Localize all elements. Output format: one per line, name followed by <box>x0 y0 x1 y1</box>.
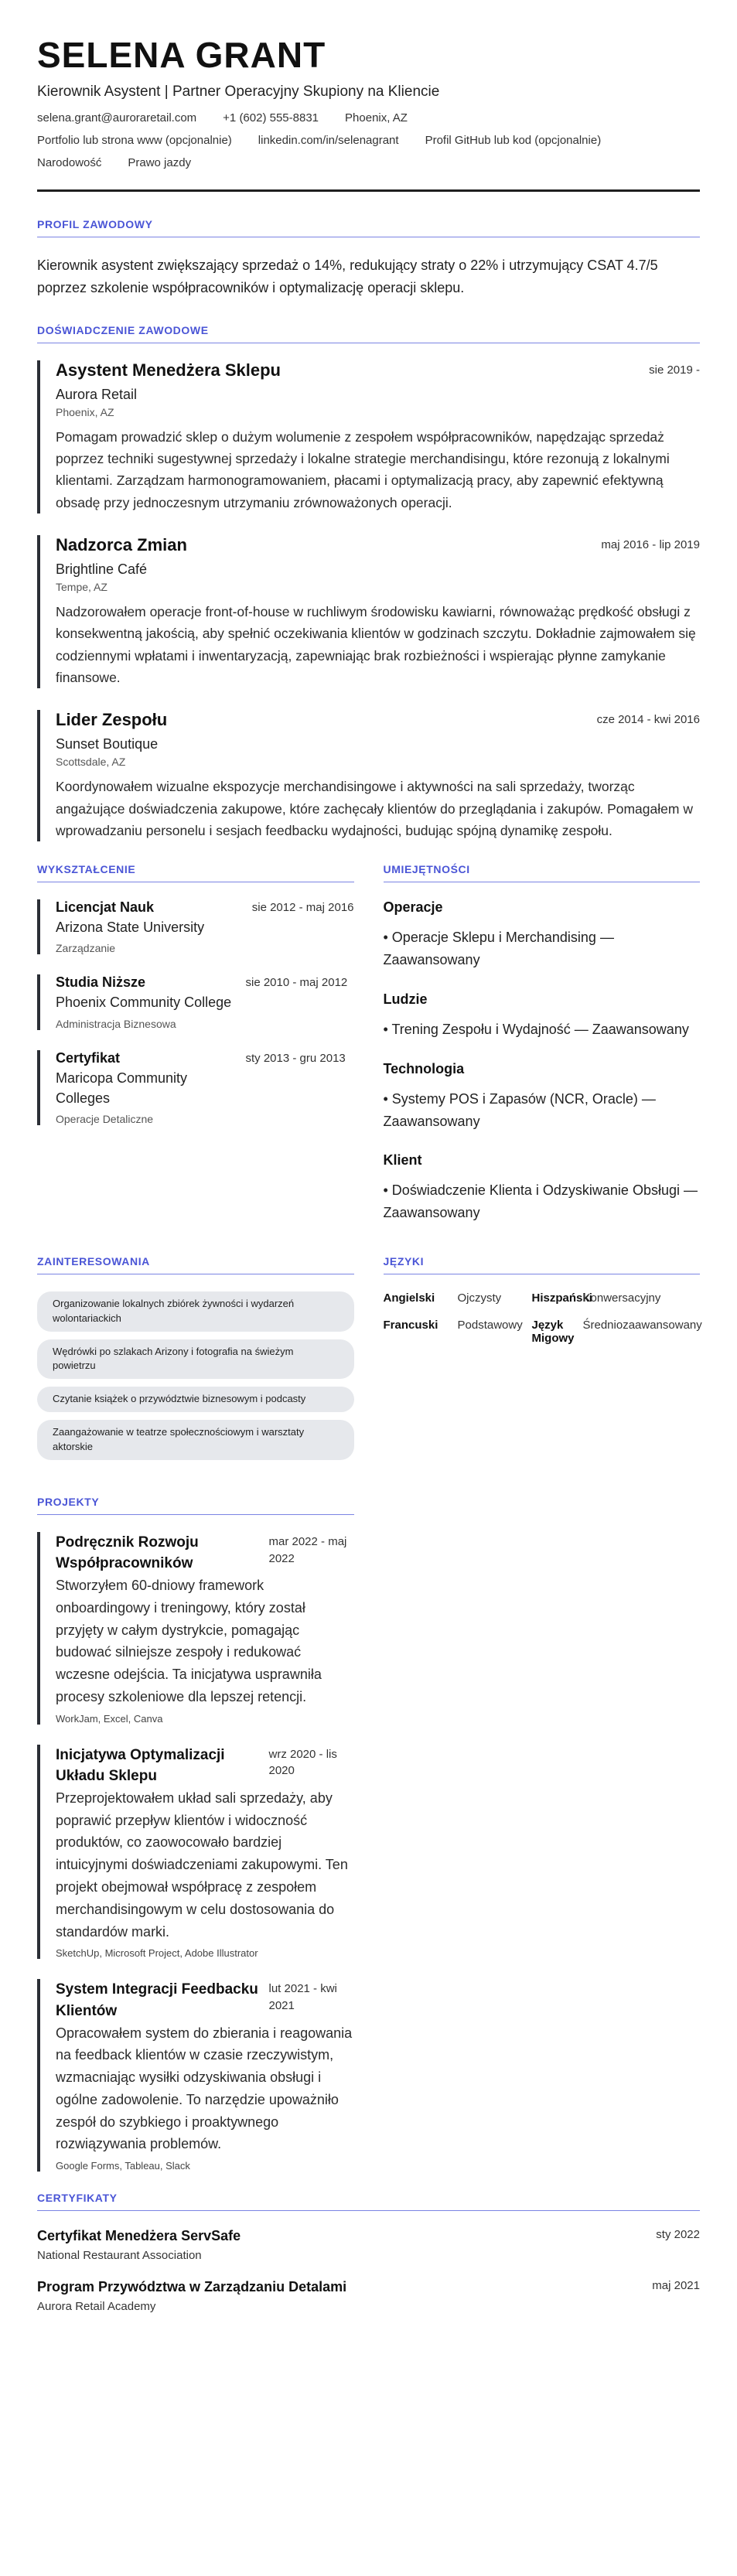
skill-item: • Trening Zespołu i Wydajność — Zaawansowany <box>383 1021 689 1037</box>
project-title: Podręcznik Rozwoju Współpracowników <box>56 1534 199 1572</box>
interests-column <box>37 1255 354 1468</box>
project-description: Stworzyłem 60-dniowy framework onboardingowy i treningowy, który został przyjęty w całym dystrykcie, pomagając budować silniejsze zespoły i redukować wczesne odejścia. Ta inicjatywa usprawniła procesy szkoleniowe dla lepszej retencji. <box>56 1577 322 1704</box>
project-date: wrz 2020 - lis 2020 <box>268 1747 337 1778</box>
summary-section-title: PROFIL ZAWODOWY <box>37 218 700 237</box>
project-item <box>37 1979 354 2172</box>
language-name: Angielski <box>383 1291 435 1305</box>
job-location: Phoenix, AZ <box>56 405 114 418</box>
certification-name: Certyfikat Menedżera ServSafe <box>37 2228 241 2244</box>
education-main <box>56 899 204 937</box>
education-degree: Licencjat Nauk <box>56 899 155 916</box>
interests-languages-row <box>37 1255 700 1468</box>
email-link[interactable]: selena.grant@auroraretail.com <box>37 111 197 125</box>
language-level: Średniozaawansowany <box>582 1318 702 1332</box>
interest-pill: Organizowanie lokalnych zbiórek żywności i wydarzeń wolontariackich <box>37 1291 354 1332</box>
skill-item: • Systemy POS i Zapasów (NCR, Oracle) — Zaawansowany <box>383 1090 656 1129</box>
education-skills-row <box>37 863 700 1244</box>
skill-category: Klient <box>383 1152 422 1169</box>
education-field: Zarządzanie <box>56 942 116 955</box>
project-title: Inicjatywa Optymalizacji Układu Sklepu <box>56 1746 225 1785</box>
job-location: Tempe, AZ <box>56 580 107 593</box>
education-section-title: WYKSZTAŁCENIE <box>37 863 354 882</box>
certification-name: Program Przywództwa w Zarządzaniu Detalami <box>37 2279 347 2295</box>
education-date: sie 2012 - maj 2016 <box>251 901 354 915</box>
education-item <box>37 1050 354 1125</box>
job-title: Nadzorca Zmian <box>56 534 187 554</box>
project-tech: WorkJam, Excel, Canva <box>56 1712 163 1725</box>
experience-item <box>37 360 700 513</box>
contact-row-extra <box>37 156 700 169</box>
certifications-section <box>37 2192 700 2313</box>
candidate-name: SELENA GRANT <box>37 35 326 75</box>
project-tech: Google Forms, Tableau, Slack <box>56 2160 190 2172</box>
projects-column <box>37 1496 354 2172</box>
language-name: Francuski <box>383 1318 438 1332</box>
education-item <box>37 974 354 1029</box>
job-company: Brightline Café <box>56 561 148 577</box>
language-level: Podstawowy <box>457 1318 523 1332</box>
skills-section-title: UMIEJĘTNOŚCI <box>384 863 701 882</box>
job-title: Lider Zespołu <box>56 710 168 730</box>
location: Phoenix, AZ <box>345 111 408 125</box>
skills-column <box>384 863 701 1244</box>
project-item <box>37 1532 354 1725</box>
education-main <box>56 1050 238 1108</box>
certifications-section-title: CERTYFIKATY <box>37 2192 700 2211</box>
job-description: Nadzorowałem operacje front-of-house w ruchliwym środowisku kawiarni, równoważąc prędkość obsługi z konsekwentną jakością, aby spełnić oczekiwania klientów w godzinach szczytu. Dokładnie zajmowałem się codziennymi wpłatami i inwentaryzacją, zapewniając brak rozbieżności i wspierając płynne zamykanie finansowe. <box>56 603 696 685</box>
project-tech: SketchUp, Microsoft Project, Adobe Illustrator <box>56 1947 258 1960</box>
certification-date: sty 2022 <box>656 2228 700 2242</box>
languages-column <box>384 1255 701 1468</box>
interest-pill: Zaangażowanie w teatrze społecznościowym i warsztaty aktorskie <box>37 1420 354 1460</box>
experience-item <box>37 535 700 688</box>
skill-category: Operacje <box>383 899 443 916</box>
github-link[interactable]: Profil GitHub lub kod (opcjonalnie) <box>425 134 602 147</box>
interest-pill: Czytanie książek o przywództwie biznesowym i podcasty <box>37 1387 354 1412</box>
language-name: Hiszpański <box>531 1291 592 1305</box>
nationality: Narodowość <box>37 156 102 169</box>
project-date: mar 2022 - maj 2022 <box>268 1534 347 1565</box>
skill-item: • Doświadczenie Klienta i Odzyskiwanie Obsługi — Zaawansowany <box>383 1182 698 1221</box>
education-main <box>56 974 231 1012</box>
education-field: Operacje Detaliczne <box>56 1112 154 1125</box>
contact-row-links <box>37 134 700 147</box>
project-title: System Integracji Feedbacku Klientów <box>56 1981 258 2019</box>
education-degree: Studia Niższe <box>56 974 146 991</box>
driving-license: Prawo jazdy <box>128 156 192 169</box>
project-description: Przeprojektowałem układ sali sprzedaży, aby poprawić przepływ klientów i widoczność produktów, co zaowocowało bardziej intuicyjnymi doświadczeniami zakupowymi. Ten projekt obejmował współpracę z zespołem merchandisingowym w celu dostosowania do standardów marki. <box>56 1790 348 1940</box>
summary-text: Kierownik asystent zwiększający sprzedaż o 14%, redukujący straty o 22% i utrzymujący CSAT 4.7/5 poprzez szkolenie współpracowników i optymalizację operacji sklepu. <box>37 258 658 295</box>
skill-category: Ludzie <box>383 991 428 1007</box>
certification-item <box>37 2279 700 2313</box>
contact-row-primary <box>37 111 700 125</box>
linkedin-link[interactable]: linkedin.com/in/selenagrant <box>258 134 399 147</box>
job-location: Scottsdale, AZ <box>56 756 126 769</box>
certification-issuer: Aurora Retail Academy <box>37 2300 156 2314</box>
language-level: Konwersacyjny <box>582 1291 661 1305</box>
skill-item: • Operacje Sklepu i Merchandising — Zaawansowany <box>383 930 614 968</box>
education-school: Maricopa Community Colleges <box>56 1070 188 1106</box>
languages-grid <box>384 1291 701 1345</box>
education-degree: Certyfikat <box>56 1049 121 1066</box>
job-date: maj 2016 - lip 2019 <box>601 537 700 551</box>
phone-number: +1 (602) 555-8831 <box>223 111 319 125</box>
education-school: Arizona State University <box>56 920 205 936</box>
education-date: sty 2013 - gru 2013 <box>245 1051 346 1065</box>
portfolio-link[interactable]: Portfolio lub strona www (opcjonalnie) <box>37 134 232 147</box>
education-school: Phoenix Community College <box>56 995 232 1011</box>
education-date: sie 2010 - maj 2012 <box>245 976 348 990</box>
language-name: Język Migowy <box>531 1318 575 1345</box>
languages-section-title: JĘZYKI <box>384 1255 701 1274</box>
project-date: lut 2021 - kwi 2021 <box>268 1982 337 2013</box>
job-date: sie 2019 - <box>649 363 700 377</box>
certification-date: maj 2021 <box>652 2279 700 2293</box>
certification-item <box>37 2228 700 2262</box>
job-company: Aurora Retail <box>56 386 138 402</box>
headline: Kierownik Asystent | Partner Operacyjny Skupiony na Kliencie <box>37 84 440 100</box>
education-item <box>37 899 354 954</box>
project-description: Opracowałem system do zbierania i reagowania na feedback klientów w czasie rzeczywistym, wzmacniając wysiłki odzyskiwania obsługi i ogólne zadowolenie. To narzędzie upoważniło zespół do szybkiego i proaktywnego rozwiązywania problemów. <box>56 2025 353 2152</box>
projects-section-title: PROJEKTY <box>37 1496 354 1515</box>
header-divider <box>37 189 700 192</box>
job-company: Sunset Boutique <box>56 736 159 752</box>
education-field: Administracja Biznesowa <box>56 1017 176 1030</box>
skill-category: Technologia <box>383 1060 465 1076</box>
interest-pill: Wędrówki po szlakach Arizony i fotografia na świeżym powietrzu <box>37 1339 354 1380</box>
certification-issuer: National Restaurant Association <box>37 2249 202 2263</box>
job-description: Koordynowałem wizualne ekspozycje merchandisingowe i aktywności na sali sprzedaży, tworząc angażujące doświadczenia zakupowe, które zachęcały klientów do przeglądania i zakupów. Pomagałem w wprowadzaniu personelu i sesjach feedbacku wydajności, budując spójną dynamikę zespołu. <box>56 779 693 839</box>
experience-section-title: DOŚWIADCZENIE ZAWODOWE <box>37 324 700 343</box>
interests-section-title: ZAINTERESOWANIA <box>37 1255 354 1274</box>
job-description: Pomagam prowadzić sklep o dużym wolumenie z zespołem współpracowników, napędzając sprzedaż poprzez techniki sugestywnej sprzedaży i lokalne strategie merchandisingu, które rezonują z lokalnymi klientami. Zarządzam harmonogramowaniem, płacami i optymalizacją pracy, aby zapewnić efektywną obsadę przy jednoczesnym utrzymaniu zrównoważonych operacji. <box>56 428 670 510</box>
experience-item <box>37 710 700 841</box>
project-item <box>37 1745 354 1960</box>
education-column <box>37 863 354 1244</box>
language-level: Ojczysty <box>457 1291 502 1305</box>
job-date: cze 2014 - kwi 2016 <box>596 713 700 727</box>
job-title: Asystent Menedżera Sklepu <box>56 360 281 380</box>
